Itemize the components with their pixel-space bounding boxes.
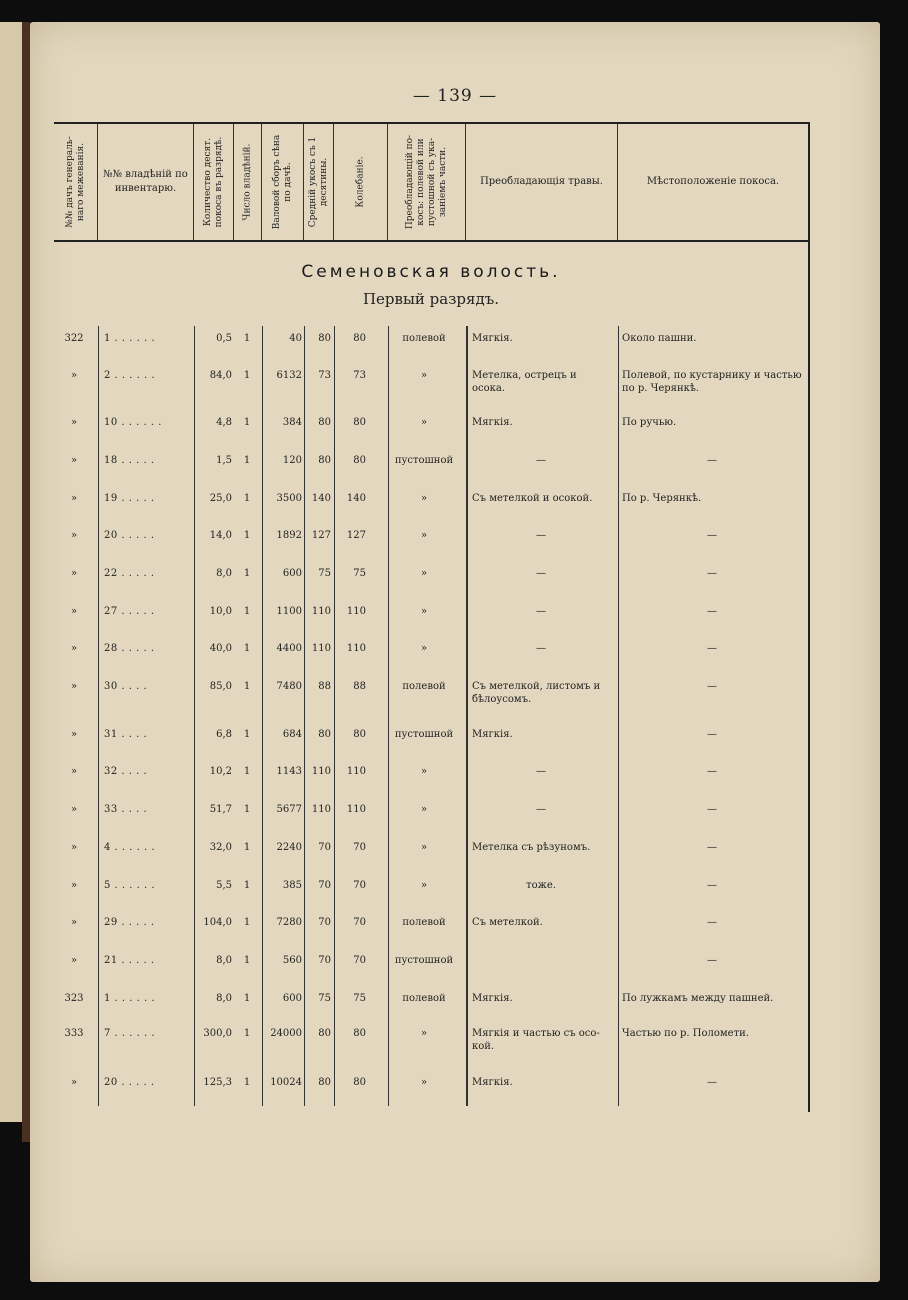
cell-avg-yield: 75 [318, 568, 331, 579]
cell-location: — [707, 455, 717, 466]
cell-area: 4,8 [216, 417, 232, 428]
cell-owners: 1 [243, 530, 251, 541]
cell-grasses: — [536, 606, 546, 617]
section-subtitle: Первый разрядъ. [362, 290, 500, 308]
cell-grasses: Мягкія. [472, 993, 513, 1004]
cell-owners: 1 [243, 917, 251, 928]
cell-inventory: 29 . . . . . [104, 917, 155, 928]
cell-meadow-type: » [420, 643, 428, 654]
cell-gross-hay: 6132 [276, 370, 302, 381]
cell-avg-yield: 80 [318, 417, 331, 428]
cell-area: 14,0 [209, 530, 232, 541]
cell-avg-yield: 80 [318, 333, 331, 344]
cell-fluctuation: 70 [353, 880, 366, 891]
cell-meadow-type: пустошной [394, 955, 454, 966]
column-rule [334, 326, 335, 1106]
cell-gen-survey: » [70, 493, 78, 504]
cell-inventory: 5 . . . . . . [104, 880, 156, 891]
cell-location: По ручью. [622, 417, 677, 428]
cell-area: 84,0 [209, 370, 232, 381]
cell-gen-survey: 323 [64, 993, 84, 1004]
cell-gen-survey: » [70, 370, 78, 381]
cell-grasses: — [536, 568, 546, 579]
section-title: Семеновская волость. [301, 262, 561, 282]
cell-meadow-type: » [420, 842, 428, 853]
cell-gross-hay: 1100 [276, 606, 302, 617]
header-fluctuation: Колебаніе. [334, 124, 388, 240]
header-gen-survey: №№ дачъ генераль- наго межеванія. [54, 124, 98, 240]
cell-location: — [707, 729, 717, 740]
header-inventory: №№ владѣній по инвентарю. [98, 124, 194, 240]
cell-avg-yield: 70 [318, 842, 331, 853]
cell-inventory: 7 . . . . . . [104, 1028, 156, 1039]
cell-gen-survey: » [70, 955, 78, 966]
cell-avg-yield: 80 [318, 1077, 331, 1088]
cell-avg-yield: 110 [311, 766, 331, 777]
cell-fluctuation: 80 [353, 455, 366, 466]
cell-avg-yield: 80 [318, 455, 331, 466]
cell-gen-survey: » [70, 643, 78, 654]
cell-location: — [707, 880, 717, 891]
cell-area: 8,0 [216, 568, 232, 579]
cell-location: — [707, 568, 717, 579]
cell-fluctuation: 80 [353, 729, 366, 740]
cell-avg-yield: 140 [311, 493, 331, 504]
cell-area: 51,7 [209, 804, 232, 815]
cell-gen-survey: » [70, 880, 78, 891]
header-area: Количество десят. покоса въ разрядѣ. [194, 124, 234, 240]
cell-gross-hay: 560 [282, 955, 302, 966]
cell-gross-hay: 384 [282, 417, 302, 428]
table-right-rule [808, 122, 810, 1112]
cell-inventory: 33 . . . . [104, 804, 148, 815]
cell-location: — [707, 955, 717, 966]
cell-grasses: — [536, 455, 546, 466]
cell-avg-yield: 80 [318, 1028, 331, 1039]
cell-gross-hay: 7480 [276, 681, 302, 692]
cell-gross-hay: 7280 [276, 917, 302, 928]
cell-grasses: Мягкія. [472, 333, 513, 344]
cell-area: 300,0 [203, 1028, 232, 1039]
cell-inventory: 18 . . . . . [104, 455, 155, 466]
cell-gen-survey: » [70, 917, 78, 928]
cell-gross-hay: 600 [282, 568, 302, 579]
cell-location: Около пашни. [622, 333, 697, 344]
cell-location: — [707, 606, 717, 617]
cell-location: Частью по р. Поломети. [622, 1028, 749, 1039]
cell-gross-hay: 10024 [270, 1077, 302, 1088]
cell-gen-survey: » [70, 842, 78, 853]
cell-fluctuation: 127 [346, 530, 366, 541]
cell-location: По р. Черянкѣ. [622, 493, 702, 504]
cell-owners: 1 [243, 1077, 251, 1088]
cell-owners: 1 [243, 455, 251, 466]
cell-inventory: 20 . . . . . [104, 530, 155, 541]
cell-owners: 1 [243, 606, 251, 617]
cell-gross-hay: 3500 [276, 493, 302, 504]
cell-meadow-type: » [420, 766, 428, 777]
cell-fluctuation: 110 [346, 643, 366, 654]
cell-avg-yield: 110 [311, 643, 331, 654]
column-rule [388, 326, 389, 1106]
cell-owners: 1 [243, 417, 251, 428]
cell-grasses: Метелка съ рѣзуномъ. [472, 842, 591, 853]
cell-gen-survey: » [70, 766, 78, 777]
cell-meadow-type: пустошной [394, 455, 454, 466]
cell-grasses: Мягкія и частью съ осо- кой. [472, 1028, 600, 1052]
cell-meadow-type: » [420, 880, 428, 891]
cell-owners: 1 [243, 370, 251, 381]
cell-gen-survey: » [70, 729, 78, 740]
cell-grasses: Съ метелкой, листомъ и бѣлоусомъ. [472, 681, 601, 705]
cell-owners: 1 [243, 333, 251, 344]
cell-inventory: 30 . . . . [104, 681, 148, 692]
cell-inventory: 22 . . . . . [104, 568, 155, 579]
cell-meadow-type: » [420, 370, 428, 381]
cell-meadow-type: пустошной [394, 729, 454, 740]
cell-gross-hay: 120 [282, 455, 302, 466]
cell-fluctuation: 75 [353, 568, 366, 579]
cell-fluctuation: 110 [346, 766, 366, 777]
cell-meadow-type: полевой [402, 917, 446, 928]
column-rule [98, 326, 99, 1106]
header-gross-hay: Валовой сборъ сѣна по дачѣ. [262, 124, 304, 240]
cell-owners: 1 [243, 643, 251, 654]
cell-meadow-type: » [420, 804, 428, 815]
cell-meadow-type: полевой [402, 333, 446, 344]
cell-gen-survey: » [70, 606, 78, 617]
cell-area: 8,0 [216, 955, 232, 966]
cell-gross-hay: 1892 [276, 530, 302, 541]
column-rule [466, 326, 468, 1106]
cell-location: Полевой, по кустарнику и частью по р. Черянкѣ. [622, 370, 802, 394]
cell-inventory: 21 . . . . . [104, 955, 155, 966]
cell-owners: 1 [243, 766, 251, 777]
cell-gross-hay: 600 [282, 993, 302, 1004]
cell-gross-hay: 24000 [270, 1028, 302, 1039]
cell-inventory: 2 . . . . . . [104, 370, 156, 381]
cell-gross-hay: 4400 [276, 643, 302, 654]
cell-grasses: Съ метелкой и осокой. [472, 493, 593, 504]
cell-area: 0,5 [216, 333, 232, 344]
cell-area: 5,5 [216, 880, 232, 891]
cell-inventory: 27 . . . . . [104, 606, 155, 617]
cell-gen-survey: » [70, 1077, 78, 1088]
cell-grasses: тоже. [526, 880, 556, 891]
cell-gross-hay: 1143 [276, 766, 302, 777]
cell-avg-yield: 110 [311, 804, 331, 815]
cell-gross-hay: 40 [289, 333, 302, 344]
column-rule [194, 326, 195, 1106]
cell-inventory: 20 . . . . . [104, 1077, 155, 1088]
cell-meadow-type: » [420, 606, 428, 617]
column-rule [304, 326, 305, 1106]
cell-owners: 1 [243, 880, 251, 891]
cell-inventory: 1 . . . . . . [104, 333, 156, 344]
cell-gross-hay: 684 [282, 729, 302, 740]
cell-location: — [707, 842, 717, 853]
cell-owners: 1 [243, 568, 251, 579]
book-spine-shadow [22, 22, 30, 1142]
cell-inventory: 4 . . . . . . [104, 842, 156, 853]
cell-inventory: 19 . . . . . [104, 493, 155, 504]
cell-grasses: Съ метелкой. [472, 917, 543, 928]
cell-owners: 1 [243, 993, 251, 1004]
cell-owners: 1 [243, 842, 251, 853]
cell-meadow-type: » [420, 1077, 428, 1088]
cell-grasses: Мягкія. [472, 417, 513, 428]
cell-gen-survey: 322 [64, 333, 84, 344]
cell-avg-yield: 70 [318, 880, 331, 891]
cell-fluctuation: 140 [346, 493, 366, 504]
cell-avg-yield: 70 [318, 955, 331, 966]
cell-owners: 1 [243, 1028, 251, 1039]
cell-grasses: Мягкія. [472, 1077, 513, 1088]
cell-gross-hay: 385 [282, 880, 302, 891]
cell-owners: 1 [243, 729, 251, 740]
cell-gen-survey: » [70, 804, 78, 815]
cell-fluctuation: 80 [353, 417, 366, 428]
cell-location: — [707, 530, 717, 541]
table-header [54, 124, 808, 242]
cell-avg-yield: 73 [318, 370, 331, 381]
data-table [54, 122, 808, 1088]
cell-fluctuation: 73 [353, 370, 366, 381]
cell-fluctuation: 80 [353, 333, 366, 344]
cell-grasses: — [536, 766, 546, 777]
cell-avg-yield: 127 [311, 530, 331, 541]
cell-fluctuation: 80 [353, 1028, 366, 1039]
header-grasses: Преобладающія травы. [466, 124, 618, 240]
cell-meadow-type: » [420, 530, 428, 541]
cell-area: 1,5 [216, 455, 232, 466]
cell-gen-survey: » [70, 455, 78, 466]
cell-area: 10,2 [209, 766, 232, 777]
cell-fluctuation: 88 [353, 681, 366, 692]
cell-grasses: — [536, 804, 546, 815]
cell-area: 10,0 [209, 606, 232, 617]
cell-fluctuation: 70 [353, 917, 366, 928]
cell-owners: 1 [243, 804, 251, 815]
cell-grasses: Метелка, острецъ и осока. [472, 370, 577, 394]
cell-gen-survey: » [70, 530, 78, 541]
cell-fluctuation: 110 [346, 606, 366, 617]
cell-gen-survey: » [70, 681, 78, 692]
cell-area: 32,0 [209, 842, 232, 853]
cell-location: — [707, 917, 717, 928]
cell-location: По лужкамъ между пашней. [622, 993, 774, 1004]
cell-area: 8,0 [216, 993, 232, 1004]
cell-meadow-type: » [420, 568, 428, 579]
cell-fluctuation: 70 [353, 955, 366, 966]
cell-gen-survey: » [70, 568, 78, 579]
cell-owners: 1 [243, 681, 251, 692]
cell-inventory: 31 . . . . [104, 729, 148, 740]
cell-area: 104,0 [203, 917, 232, 928]
cell-avg-yield: 80 [318, 729, 331, 740]
column-rule [262, 326, 263, 1106]
header-owners: Число владѣній. [234, 124, 262, 240]
cell-location: — [707, 643, 717, 654]
cell-inventory: 10 . . . . . . [104, 417, 162, 428]
cell-area: 25,0 [209, 493, 232, 504]
cell-location: — [707, 1077, 717, 1088]
cell-meadow-type: » [420, 493, 428, 504]
cell-avg-yield: 75 [318, 993, 331, 1004]
cell-avg-yield: 88 [318, 681, 331, 692]
column-rule [618, 326, 619, 1106]
cell-area: 40,0 [209, 643, 232, 654]
cell-meadow-type: » [420, 1028, 428, 1039]
cell-fluctuation: 110 [346, 804, 366, 815]
cell-fluctuation: 75 [353, 993, 366, 1004]
cell-location: — [707, 681, 717, 692]
cell-grasses: — [536, 643, 546, 654]
cell-avg-yield: 110 [311, 606, 331, 617]
cell-gen-survey: 333 [64, 1028, 84, 1039]
cell-meadow-type: полевой [402, 993, 446, 1004]
cell-location: — [707, 804, 717, 815]
cell-meadow-type: » [420, 417, 428, 428]
cell-owners: 1 [243, 493, 251, 504]
cell-area: 125,3 [203, 1077, 232, 1088]
cell-gen-survey: » [70, 417, 78, 428]
cell-avg-yield: 70 [318, 917, 331, 928]
cell-inventory: 1 . . . . . . [104, 993, 156, 1004]
header-meadow-type: Преобладающій по- косъ: полевой или пустошной съ ука- заніемъ части. [388, 124, 466, 240]
page-number: — 139 — [412, 86, 498, 106]
header-avg-yield: Средній укосъ съ 1 десятины. [304, 124, 334, 240]
cell-area: 85,0 [209, 681, 232, 692]
cell-location: — [707, 766, 717, 777]
cell-grasses: — [536, 530, 546, 541]
cell-fluctuation: 70 [353, 842, 366, 853]
cell-owners: 1 [243, 955, 251, 966]
cell-fluctuation: 80 [353, 1077, 366, 1088]
document-page [30, 22, 880, 1282]
cell-gross-hay: 2240 [276, 842, 302, 853]
cell-meadow-type: полевой [402, 681, 446, 692]
cell-gross-hay: 5677 [276, 804, 302, 815]
cell-grasses: Мягкія. [472, 729, 513, 740]
header-location: Мѣстоположеніе покоса. [646, 176, 780, 187]
cell-inventory: 32 . . . . [104, 766, 148, 777]
cell-area: 6,8 [216, 729, 232, 740]
cell-inventory: 28 . . . . . [104, 643, 155, 654]
